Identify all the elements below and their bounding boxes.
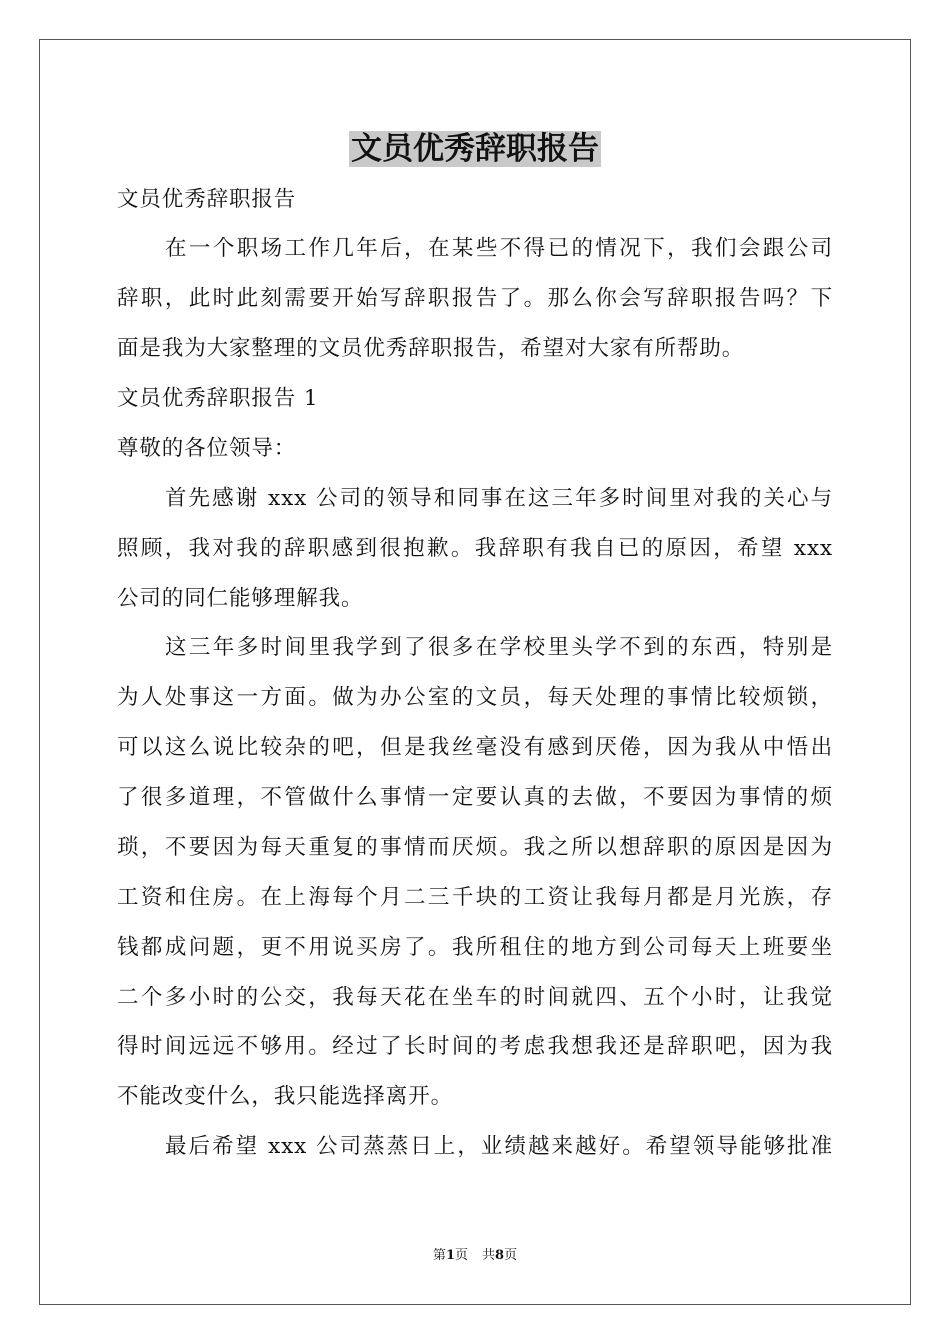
footer-total-pages: 8 [495, 1248, 505, 1263]
page-footer [0, 1247, 950, 1265]
footer-total-suffix: 页 [504, 1248, 518, 1263]
paragraph-2-line-2: 为人处事这一方面。做为办公室的文员，每天处理的事情比较烦锁， [117, 685, 833, 710]
paragraph-2-line-9: 得时间远远不够用。经过了长时间的考虑我想我还是辞职吧，因为我 [117, 1034, 833, 1059]
intro-line-3: 面是我为大家整理的文员优秀辞职报告，希望对大家有所帮助。 [117, 336, 745, 361]
paragraph-2-line-7: 钱都成问题，更不用说买房了。我所租住的地方到公司每天上班要坐 [117, 935, 833, 960]
intro-line-2: 辞职，此时此刻需要开始写辞职报告了。那么你会写辞职报告吗？下 [117, 286, 833, 311]
paragraph-2-line-1: 这三年多时间里我学到了很多在学校里头学不到的东西，特别是 [165, 635, 833, 660]
paragraph-2-line-4: 了很多道理，不管做什么事情一定要认真的去做，不要因为事情的烦 [117, 785, 833, 810]
paragraph-2-line-8: 二个多小时的公交，我每天花在坐车的时间就四、五个小时，让我觉 [117, 985, 833, 1010]
footer-page-number: 1 [445, 1248, 455, 1263]
document-title [0, 127, 950, 171]
paragraph-3-line-1: 最后希望 xxx 公司蒸蒸日上，业绩越来越好。希望领导能够批准 [165, 1134, 833, 1159]
paragraph-2-line-10: 不能改变什么，我只能选择离开。 [117, 1084, 454, 1109]
section-heading: 文员优秀辞职报告 1 [117, 386, 319, 411]
paragraph-1-line-1: 首先感谢 xxx 公司的领导和同事在这三年多时间里对我的关心与 [165, 486, 833, 511]
footer-total-prefix: 共 [482, 1248, 496, 1263]
footer-prefix: 第 [432, 1248, 446, 1263]
intro-line-1: 在一个职场工作几年后，在某些不得已的情况下，我们会跟公司 [165, 236, 833, 261]
salutation-line: 尊敬的各位领导： [117, 436, 297, 461]
paragraph-1-line-2: 照顾，我对我的辞职感到很抱歉。我辞职有我自已的原因，希望 xxx [117, 536, 833, 561]
subtitle-line: 文员优秀辞职报告 [117, 187, 297, 212]
paragraph-2-line-3: 可以这么说比较杂的吧，但是我丝毫没有感到厌倦，因为我从中悟出 [117, 735, 833, 760]
page-border [39, 39, 911, 1305]
paragraph-2-line-5: 琐，不要因为每天重复的事情而厌烦。我之所以想辞职的原因是因为 [117, 835, 833, 860]
paragraph-1-line-3: 公司的同仁能够理解我。 [117, 586, 364, 611]
footer-page-suffix: 页 [454, 1248, 468, 1263]
paragraph-2-line-6: 工资和住房。在上海每个月二三千块的工资让我每月都是月光族，存 [117, 885, 833, 910]
document-title-text: 文员优秀辞职报告 [351, 131, 599, 167]
